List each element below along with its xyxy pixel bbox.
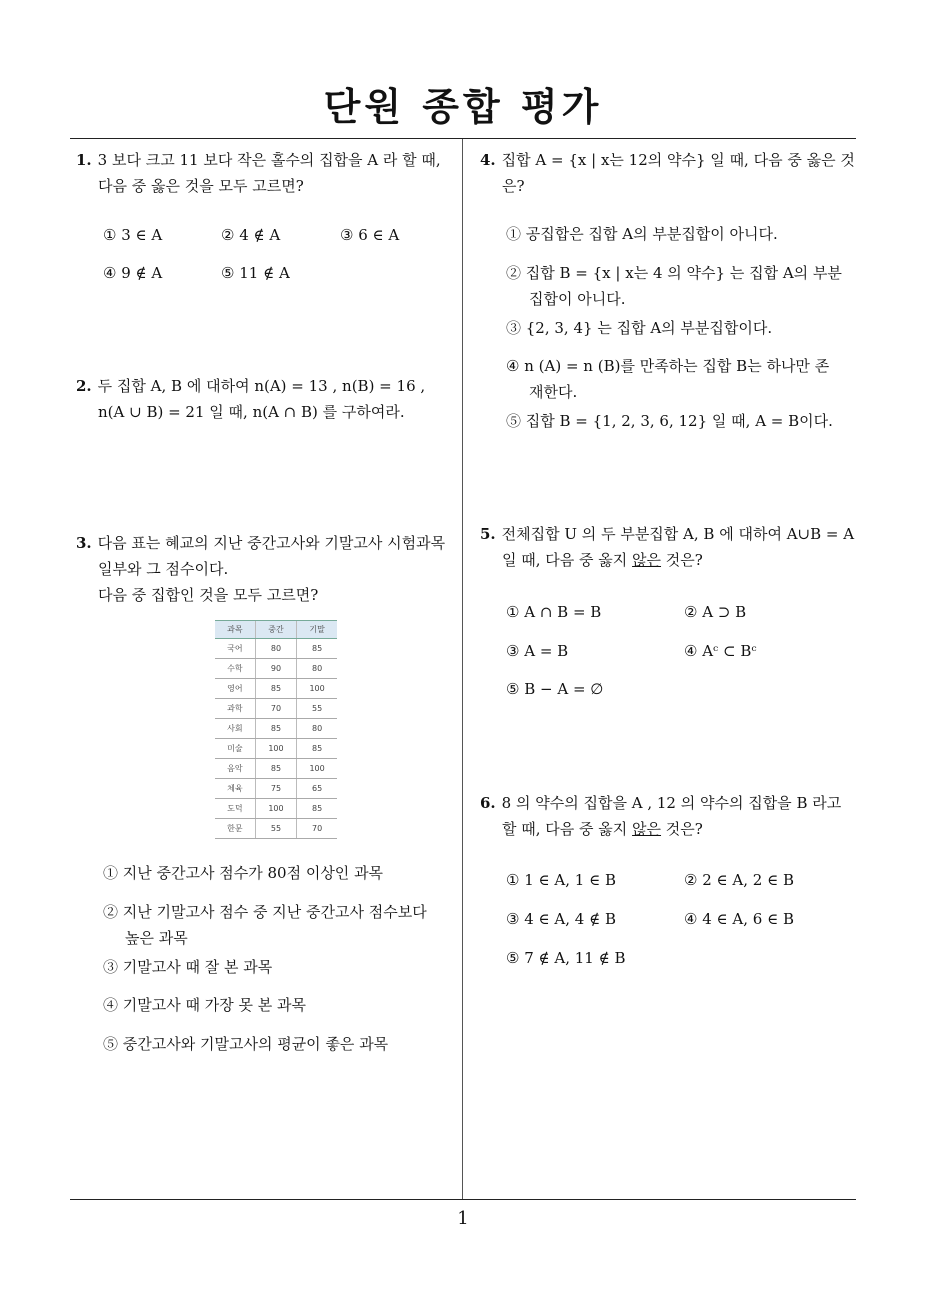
- choice-2[interactable]: ② 집합 B = {x | x는 4 의 약수} 는 집합 A의 부분: [506, 264, 842, 282]
- table-cell: 65: [297, 779, 337, 799]
- choice-3[interactable]: ③ A = B: [506, 642, 569, 660]
- choice-4-continued: 재한다.: [529, 383, 578, 401]
- table-cell: 수학: [215, 659, 255, 679]
- question-number: 5.: [480, 525, 496, 543]
- choice-3[interactable]: ③ 기말고사 때 잘 본 과목: [103, 958, 273, 976]
- table-row: [215, 639, 337, 659]
- table-cell: 70: [297, 819, 337, 839]
- question-number: 2.: [76, 377, 92, 395]
- question-text-part: 일 때, 다음 중 옳지: [502, 551, 633, 569]
- choice-5[interactable]: ⑤ B − A = ∅: [506, 680, 604, 698]
- question-number: 1.: [76, 151, 92, 169]
- question-text: 집합 A = {x | x는 12의 약수} 일 때, 다음 중 옳은 것: [501, 151, 855, 169]
- question-3: [76, 530, 460, 608]
- table-row: [215, 779, 337, 799]
- table-row: [215, 679, 337, 699]
- choice-3[interactable]: ③ 6 ∈ A: [340, 226, 400, 244]
- choice-2-continued: 집합이 아니다.: [529, 290, 626, 308]
- question-text: 다음 중 옳은 것을 모두 고르면?: [98, 177, 304, 195]
- table-header-row: [215, 621, 337, 639]
- question-text: [480, 547, 860, 573]
- column-divider: [462, 139, 463, 1199]
- table-cell: 85: [297, 639, 337, 659]
- table-cell: 사회: [215, 719, 255, 739]
- choice-5[interactable]: ⑤ 집합 B = {1, 2, 3, 6, 12} 일 때, A = B이다.: [506, 412, 833, 430]
- table-cell: 80: [297, 659, 337, 679]
- question-text: 은?: [502, 177, 525, 195]
- column-header: 기말: [297, 621, 337, 639]
- choice-1[interactable]: ① 공집합은 집합 A의 부분집합이 아니다.: [506, 225, 778, 243]
- question-text: 두 집합 A, B 에 대하여 n(A) = 13 , n(B) = 16 ,: [97, 377, 426, 395]
- choice-3[interactable]: ③ {2, 3, 4} 는 집합 A의 부분집합이다.: [506, 319, 773, 337]
- page-title: 단원 종합 평가: [323, 85, 603, 129]
- choice-1[interactable]: ① 1 ∈ A, 1 ∈ B: [506, 871, 616, 889]
- question-text: 일부와 그 점수이다.: [98, 560, 229, 578]
- bottom-rule: [70, 1199, 856, 1200]
- underlined-word: 않은: [632, 820, 662, 838]
- table-cell: 100: [297, 679, 337, 699]
- top-rule: [70, 138, 856, 139]
- table-row: [215, 699, 337, 719]
- question-text: [480, 816, 860, 842]
- question-6: [480, 790, 860, 842]
- table-cell: 음악: [215, 759, 255, 779]
- table-cell: 75: [255, 779, 296, 799]
- choice-2[interactable]: ② 지난 기말고사 점수 중 지난 중간고사 점수보다: [103, 903, 427, 921]
- choice-4[interactable]: ④ 기말고사 때 가장 못 본 과목: [103, 996, 306, 1014]
- column-header: 과목: [215, 621, 255, 639]
- page-number: 1: [457, 1208, 469, 1229]
- question-5: [480, 521, 860, 573]
- table-cell: 과학: [215, 699, 255, 719]
- choice-5[interactable]: ⑤ 11 ∉ A: [221, 264, 290, 282]
- table-cell: 85: [297, 799, 337, 819]
- table-cell: 90: [255, 659, 296, 679]
- table-row: [215, 659, 337, 679]
- question-4: [480, 147, 860, 199]
- table-cell: 한문: [215, 819, 255, 839]
- question-text: n(A ∪ B) = 21 일 때, n(A ∩ B) 를 구하여라.: [98, 403, 405, 421]
- table-row: [215, 819, 337, 839]
- question-text: 3 보다 크고 11 보다 작은 홀수의 집합을 A 라 할 때,: [97, 151, 441, 169]
- choice-2[interactable]: ② A ⊃ B: [684, 603, 747, 621]
- table-cell: 80: [255, 639, 296, 659]
- choice-4[interactable]: ④ n (A) = n (B)를 만족하는 집합 B는 하나만 존: [506, 357, 830, 375]
- question-text: 다음 중 집합인 것을 모두 고르면?: [98, 586, 319, 604]
- question-text: 다음 표는 혜교의 지난 중간고사와 기말고사 시험과목: [97, 534, 446, 552]
- table-cell: 85: [255, 679, 296, 699]
- table-cell: 80: [297, 719, 337, 739]
- choice-5[interactable]: ⑤ 중간고사와 기말고사의 평균이 좋은 과목: [103, 1035, 389, 1053]
- question-number: 3.: [76, 534, 92, 552]
- question-1: [76, 147, 460, 199]
- question-text-part: 것은?: [661, 820, 703, 838]
- choice-5[interactable]: ⑤ 7 ∉ A, 11 ∉ B: [506, 949, 626, 967]
- choice-2[interactable]: ② 2 ∈ A, 2 ∈ B: [684, 871, 794, 889]
- question-2: [76, 373, 460, 425]
- table-row: [215, 719, 337, 739]
- table-cell: 85: [255, 719, 296, 739]
- table-cell: 100: [255, 799, 296, 819]
- underlined-word: 않은: [632, 551, 662, 569]
- table-cell: 100: [255, 739, 296, 759]
- table-cell: 85: [297, 739, 337, 759]
- question-text-part: 것은?: [661, 551, 703, 569]
- table-cell: 영어: [215, 679, 255, 699]
- table-cell: 국어: [215, 639, 255, 659]
- choice-4[interactable]: ④ 9 ∉ A: [103, 264, 163, 282]
- choice-3[interactable]: ③ 4 ∈ A, 4 ∉ B: [506, 910, 616, 928]
- table-cell: 85: [255, 759, 296, 779]
- question-number: 6.: [480, 794, 496, 812]
- table-cell: 100: [297, 759, 337, 779]
- table-row: [215, 799, 337, 819]
- table-cell: 미술: [215, 739, 255, 759]
- table-cell: 체육: [215, 779, 255, 799]
- table-cell: 55: [255, 819, 296, 839]
- question-number: 4.: [480, 151, 496, 169]
- question-text-part: 할 때, 다음 중 옳지: [502, 820, 633, 838]
- choice-1[interactable]: ① A ∩ B = B: [506, 603, 602, 621]
- table-row: [215, 739, 337, 759]
- choice-4[interactable]: ④ Aᶜ ⊂ Bᶜ: [684, 642, 757, 660]
- score-table: [215, 620, 337, 839]
- choice-1[interactable]: ① 3 ∈ A: [103, 226, 163, 244]
- question-text: 8 의 약수의 집합을 A , 12 의 약수의 집합을 B 라고: [501, 794, 842, 812]
- choice-2-continued: 높은 과목: [125, 929, 188, 947]
- question-text: 전체집합 U 의 두 부분집합 A, B 에 대하여 A∪B = A: [501, 525, 855, 543]
- table-cell: 55: [297, 699, 337, 719]
- column-header: 중간: [255, 621, 296, 639]
- choice-2[interactable]: ② 4 ∉ A: [221, 226, 281, 244]
- table-row: [215, 759, 337, 779]
- choice-1[interactable]: ① 지난 중간고사 점수가 80점 이상인 과목: [103, 864, 384, 882]
- choice-4[interactable]: ④ 4 ∈ A, 6 ∈ B: [684, 910, 794, 928]
- table-cell: 70: [255, 699, 296, 719]
- table-cell: 도덕: [215, 799, 255, 819]
